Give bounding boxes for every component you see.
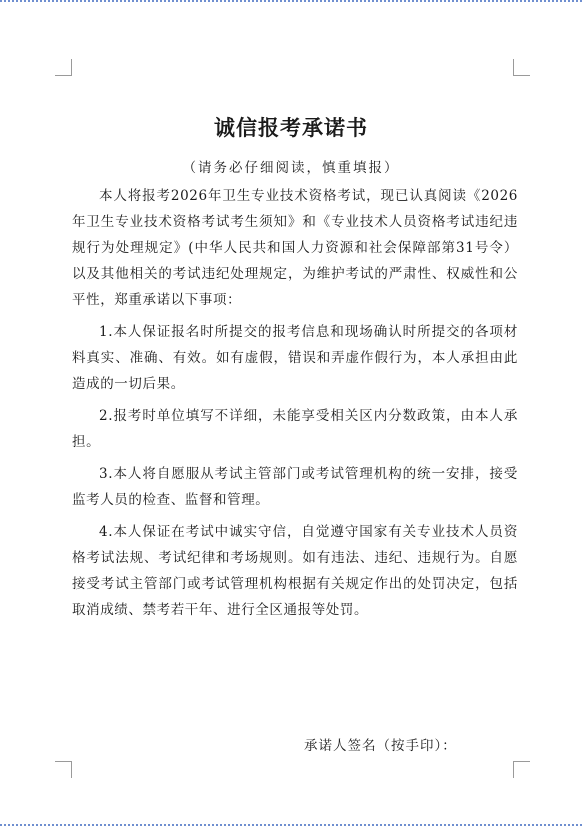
margin-corner-top-right	[513, 59, 530, 76]
signature-label: 承诺人签名（按手印）：	[304, 738, 457, 754]
margin-corner-top-left	[55, 59, 72, 76]
document-body	[72, 183, 518, 629]
intro-paragraph: 本人将报考2026年卫生专业技术资格考试，现已认真阅读《2026年卫生专业技术资格考试考生须知》和《专业技术人员资格考试违纪违规行为处理规定》(中华人民共和国人力资源和社会保障部第31号令）以及其他相关的考试违纪处理规定，为维护考试的严肃性、权威性和公平性，郑重承诺以下事项：	[72, 188, 518, 308]
page-top-border	[0, 0, 582, 2]
commitment-item-1: 1.本人保证报名时所提交的报考信息和现场确认时所提交的各项材料真实、准确、有效。如有虚假，错误和弄虚作假行为，本人承担由此造成的一切后果。	[72, 324, 518, 392]
document-title: 诚信报考承诺书	[214, 116, 368, 140]
commitment-item-4: 4.本人保证在考试中诚实守信，自觉遵守国家有关专业技术人员资格考试法规、考试纪律和考场规则。如有违法、违纪、违规行为。自愿接受考试主管部门或考试管理机构根据有关规定作出的处罚决定，包括取消成绩、禁考若干年、进行全区通报等处罚。	[72, 524, 518, 618]
margin-corner-bottom-right	[513, 761, 530, 778]
document-subtitle: （请务必仔细阅读，慎重填报）	[182, 160, 400, 176]
margin-corner-bottom-left	[55, 761, 72, 778]
commitment-item-3: 3.本人将自愿服从考试主管部门或考试管理机构的统一安排，接受监考人员的检查、监督和管理。	[72, 466, 518, 508]
commitment-item-2: 2.报考时单位填写不详细，未能享受相关区内分数政策，由本人承担。	[72, 408, 518, 450]
